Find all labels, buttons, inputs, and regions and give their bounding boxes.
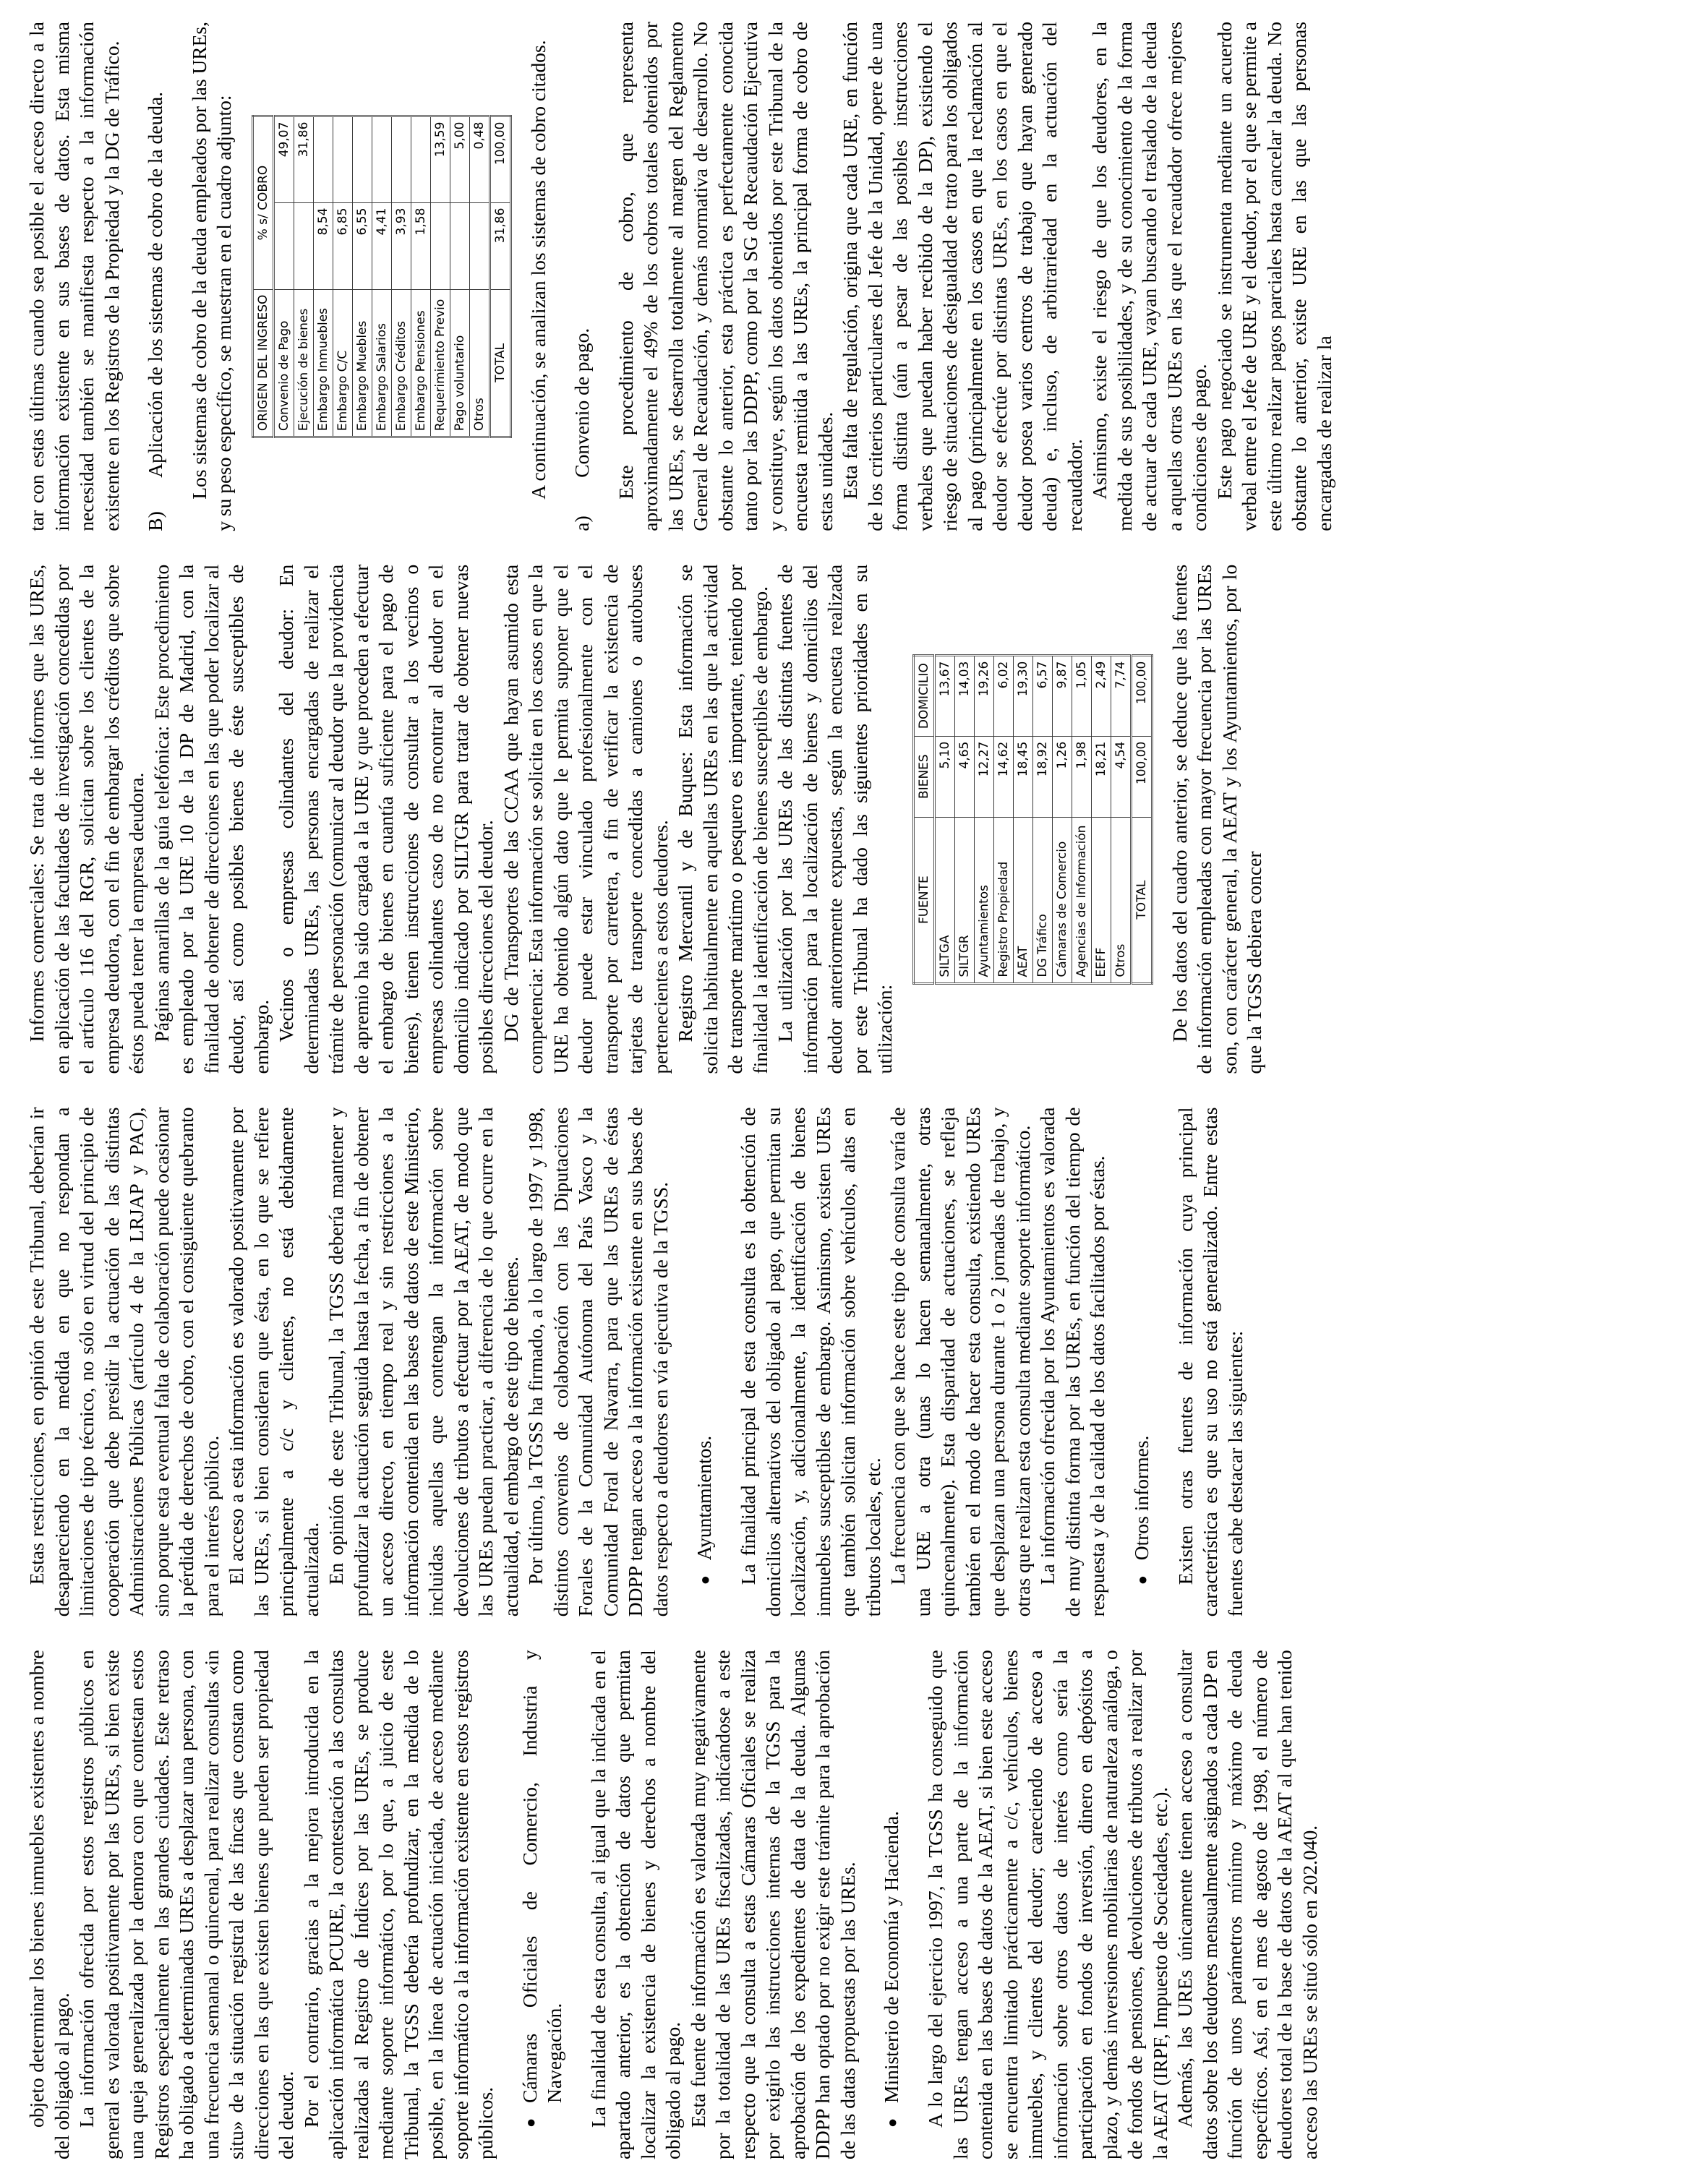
cell-fuente: Cámaras de Comercio: [1052, 817, 1072, 983]
cell-item-pct: 6,85: [333, 202, 352, 289]
cell-total-bienes: 100,00: [1131, 736, 1152, 817]
paragraph: La finalidad principal de esta consulta es la obtención de domicilios alternativos del obligado al pago, que permitan su localización, y, adicionalmente, la identificación de bienes inmuebles susceptibles de embargo. Asimismo, existen UREs que también solicitan información sobre vehículos, altas en tributos locales, etc.: [737, 1107, 884, 1617]
paragraph: La información ofrecida por los Ayuntamientos es valorada de muy distinta forma por las UREs, en función del tiempo de respuesta y de la calidad de los datos facilitados por éstas.: [1036, 1107, 1109, 1617]
heading-a-text: Convenio de pago.: [570, 327, 593, 478]
table-row: [333, 116, 352, 437]
paragraph: tar con estas últimas cuando sea posible el acceso directo a la información existente en sus bases de datos. Esta misma necesidad también se manifiesta respecto a la información existente en los Registros de la Propiedad y la DG de Tráfico.: [25, 22, 123, 531]
text-column-1: [25, 1650, 1667, 2159]
table-head: [252, 116, 273, 437]
paragraph: La información ofrecida por estos registros públicos en general es valorada positivamente por las UREs, si bien existe una queja generalizada por la demora con que contestan estos Registros especialmente en las grandes ciudades. Este retraso ha obligado a determinadas UREs a desplazar una persona, con una frecuencia semanal o quincenal, para realizar consultas «in situ» de la situación registral de las fincas que constan como direcciones en las que existen bienes que pueden ser propiedad del deudor.: [75, 1650, 297, 2159]
cell-item-pct: [450, 202, 469, 289]
paragraph: La utilización por las UREs de las distintas fuentes de información para la localización de bienes y domicilios del deudor anteriormente expuestas, según la encuesta realizada por este Tribunal ha dado las siguientes prioridades en su utilización:: [774, 564, 896, 1074]
paragraph: La frecuencia con que se hace este tipo de consulta varía de una URE a otra (unas lo hacen semanalmente, otras quincenalmente). Esta disparidad de actuaciones, se refleja también en el modo de hacer esta consulta, existiendo UREs que desplazan una persona durante 1 o 2 jornadas de trabajo, y otras que realizan esta consulta mediante soporte informático.: [886, 1107, 1034, 1617]
cell-item-pct: [430, 202, 450, 289]
paragraph: Asimismo, existe el riesgo de que los deudores, en la medida de sus posibilidades, y de su conocimiento de la forma de actuar de cada URE, vayan buscando el traslado de la deuda a aquellas otras UREs en las que el recaudador ofrece mejores condiciones de pago.: [1088, 22, 1210, 531]
list-item-label: Ministerio de Economía y Hacienda.: [880, 1811, 902, 2103]
cell-domicilio: 19,30: [1013, 655, 1032, 736]
cell-origen: Embargo Inmuebles: [313, 289, 333, 437]
cell-item-pct: 1,58: [411, 202, 430, 289]
spacer: [717, 1108, 736, 1617]
cell-domicilio: 13,67: [934, 655, 954, 736]
table-row: [469, 116, 489, 437]
cell-total-domicilio: 100,00: [1131, 655, 1152, 736]
paragraph: Por último, la TGSS ha firmado, a lo largo de 1997 y 1998, distintos convenios de colaboración con las Diputaciones Forales de la Comunidad Autónoma del País Vasco y la Comunidad Foral de Navarra, para que las UREs de éstas DDPP tengan acceso a la información existente en sus bases de datos respecto a deudores en vía ejecutiva de la TGSS.: [524, 1107, 672, 1617]
heading-b: [143, 22, 168, 531]
cell-group-pct: 49,07: [273, 116, 294, 202]
cell-origen: Embargo Salarios: [372, 289, 391, 437]
cell-group-pct: 31,86: [294, 116, 313, 202]
cell-fuente: EEFF: [1091, 817, 1111, 983]
cell-fuente: Registro Propiedad: [993, 817, 1013, 983]
cell-item-pct: 6,55: [352, 202, 372, 289]
bullet-icon: ●: [521, 2117, 539, 2128]
cell-group-pct: [372, 116, 391, 202]
col-header-domicilio: DOMICILIO: [913, 655, 934, 736]
col-header-fuente: FUENTE: [913, 817, 934, 983]
text-column-4: [25, 22, 1667, 531]
list-item: [518, 1650, 568, 2128]
cell-fuente: SILTGR: [954, 817, 974, 983]
cell-group-pct: 0,48: [469, 116, 489, 202]
paragraph: Esta fuente de información es valorada muy negativamente por la totalidad de las UREs fiscalizadas, indicándose a este respecto que la consulta a estas Cámaras Oficiales se realiza por exigirlo las instrucciones internas de la TGSS para la aprobación de los expedientes de data de la deuda. Algunas DDPP han optado por no exigir este trámite para la aprobación de las datas propuestas por las UREs.: [686, 1650, 859, 2159]
table-head: [913, 655, 934, 983]
cell-fuente: DG Tráfico: [1032, 817, 1052, 983]
table-row: [313, 116, 333, 437]
cell-item-pct: 8,54: [313, 202, 333, 289]
table-row: [372, 116, 391, 437]
cell-domicilio: 6,57: [1032, 655, 1052, 736]
cell-group-pct: [313, 116, 333, 202]
cell-bienes: 12,27: [974, 736, 993, 817]
spacer: [499, 1650, 518, 2159]
table-row: [450, 116, 469, 437]
cell-bienes: 4,54: [1111, 736, 1131, 817]
cell-bienes: 4,65: [954, 736, 974, 817]
cell-item-pct: 4,41: [372, 202, 391, 289]
cell-origen: Pago voluntario: [450, 289, 469, 437]
cell-group-pct: [333, 116, 352, 202]
cell-origen: Embargo C/C: [333, 289, 352, 437]
cell-bienes: 1,26: [1052, 736, 1072, 817]
cell-group-pct: 5,00: [450, 116, 469, 202]
table-row: [934, 655, 954, 983]
cell-item-pct: [294, 202, 313, 289]
cell-domicilio: 9,87: [1052, 655, 1072, 736]
cell-fuente: SILTGA: [934, 817, 954, 983]
col-header-origen: ORIGEN DEL INGRESO: [252, 289, 273, 437]
paragraph: Informes comerciales: Se trata de informes que las UREs, en aplicación de las facultades de investigación concedidas por el artículo 116 del RGR, solicitan sobre los clientes de la empresa deudora, con el fin de embargar los créditos que sobre éstos pueda tener la empresa deudora.: [25, 564, 147, 1074]
cell-group-pct: [411, 116, 430, 202]
spacer: [1155, 1108, 1173, 1617]
cell-fuente: Otros: [1111, 817, 1131, 983]
bullet-icon: ●: [883, 2117, 901, 2128]
bullet-icon: ●: [1132, 1575, 1151, 1585]
table-row: [430, 116, 450, 437]
paragraph: Estas restricciones, en opinión de este Tribunal, deberían ir desapareciendo en la medida en que no respondan a limitaciones de tipo técnico, no sólo en virtud del principio de cooperación que debe presidir la actuación de las distintas Administraciones Públicas (artículo 4 de la LRJAP y PAC), sino porque esta eventual falta de colaboración puede ocasionar la pérdida de derechos de cobro, con el consiguiente quebranto para el interés público.: [25, 1107, 223, 1617]
col-header-bienes: BIENES: [913, 736, 934, 817]
table-row: [993, 655, 1013, 983]
paragraph: Páginas amarillas de la guía telefónica: Este procedimiento es empleado por la URE 10 de la DP de Madrid, con la finalidad de obtener de direcciones en las que poder localizar al deudor, así como posibles bienes de éste susceptibles de embargo.: [150, 564, 273, 1074]
cell-bienes: 14,62: [993, 736, 1013, 817]
table-row: [974, 655, 993, 983]
table-row: [1013, 655, 1032, 983]
table-row: [954, 655, 974, 983]
paragraph: El acceso a esta información es valorado positivamente por las UREs, si bien consideran que ésta, en lo que se refiere principalmente a c/c y clientes, no está debidamente actualizada.: [225, 1107, 322, 1617]
spacer: [905, 1650, 923, 2159]
cell-origen: Embargo Pensiones: [411, 289, 430, 437]
list-item: [1129, 1108, 1155, 1585]
table-row: [294, 116, 313, 437]
table-row: [411, 116, 430, 437]
cell-total-label: TOTAL: [1131, 817, 1152, 983]
paragraph: Esta falta de regulación, origina que cada URE, en función de los criterios particulares del Jefe de la Unidad, opere de una forma distinta (aún a pesar de las posibles instrucciones verbales que puedan haber recibido de la DP), existiendo el riesgo de situaciones de desigualdad de trato para los obligados al pago (principalmente en los casos en que la reclamación al deudor se efectúe por distintas UREs, en los casos en que el deudor posea varios centros de trabajo que hayan generado deuda) e, incluso, de arbitrariedad en la actuación del recaudador.: [839, 22, 1086, 531]
table-row: [273, 116, 294, 437]
table-header-row: [913, 655, 934, 983]
table-total-row: [1131, 655, 1152, 983]
heading-b-text: Aplicación de los sistemas de cobro de la deuda.: [144, 91, 166, 478]
table-row: [1072, 655, 1091, 983]
cell-bienes: 5,10: [934, 736, 954, 817]
list-item-label: Ayuntamientos.: [693, 1435, 715, 1561]
list-item: [692, 1108, 717, 1585]
cell-origen: Embargo Créditos: [391, 289, 411, 437]
paragraph: En opinión de este Tribunal, la TGSS debería mantener y profundizar la actuación seguida hasta la fecha, a fin de obtener un acceso directo, en tiempo real y sin restricciones a la información contenida en las bases de datos de este Ministerio, incluidas aquellas que contengan la información sobre devoluciones de tributos a efectuar por la AEAT, de modo que las UREs puedan practicar, a diferencia de lo que ocurre en la actualidad, el embargo de este tipo de bienes.: [325, 1107, 522, 1617]
paragraph: La finalidad de esta consulta, al igual que la indicada en el apartado anterior, es la obtención de datos que permitan localizar la existencia de bienes y derechos a nombre del obligado al pago.: [586, 1650, 684, 2159]
heading-a: [570, 22, 595, 531]
column-layout: [25, 22, 1667, 2159]
list-item-label: Otros informes.: [1129, 1435, 1153, 1561]
table-body: [934, 655, 1152, 983]
cell-group-pct: [352, 116, 372, 202]
collection-origin-table-container: [252, 22, 512, 531]
heading-a-marker: a): [570, 515, 593, 531]
cell-bienes: 18,45: [1013, 736, 1032, 817]
paragraph: Los sistemas de cobro de la deuda empleados por las UREs, y su peso específico, se muestran en el cuadro adjunto:: [187, 22, 235, 531]
cell-total-item-pct: 31,86: [489, 202, 510, 289]
cell-total-group-pct: 100,00: [489, 116, 510, 202]
collection-origin-table: [252, 115, 512, 439]
cell-bienes: 18,92: [1032, 736, 1052, 817]
cell-domicilio: 1,05: [1072, 655, 1091, 736]
cell-item-pct: 3,93: [391, 202, 411, 289]
cell-fuente: AEAT: [1013, 817, 1032, 983]
cell-origen: Convenio de Pago: [273, 289, 294, 437]
cell-origen: Requerimiento Previo: [430, 289, 450, 437]
cell-bienes: 18,21: [1091, 736, 1111, 817]
sources-table: [912, 654, 1153, 985]
paragraph: Registro Mercantil y de Buques: Esta información se solicita habitualmente en aquellas UREs en las que la actividad de transporte marítimo o pesquero es importante, teniendo por finalidad la identificación de bienes susceptibles de embargo.: [674, 564, 771, 1074]
spacer: [568, 1650, 586, 2159]
cell-fuente: Agencias de Información: [1072, 817, 1091, 983]
table-row: [391, 116, 411, 437]
cell-origen: Otros: [469, 289, 489, 437]
cell-total-label: TOTAL: [489, 289, 510, 437]
spacer: [860, 1650, 879, 2159]
table-header-row: [252, 116, 273, 437]
cell-domicilio: 6,02: [993, 655, 1013, 736]
spacer: [124, 22, 143, 531]
paragraph: Existen otras fuentes de información cuya principal característica es que su uso no está generalizado. Entre estas fuentes cabe destacar las siguientes:: [1173, 1107, 1247, 1617]
paragraph: objeto determinar los bienes inmuebles existentes a nombre del obligado al pago.: [25, 1650, 73, 2159]
cell-item-pct: [469, 202, 489, 289]
cell-fuente: Ayuntamientos: [974, 817, 993, 983]
cell-item-pct: [273, 202, 294, 289]
spacer: [1111, 1108, 1129, 1617]
cell-origen: Ejecución de bienes: [294, 289, 313, 437]
paragraph: Además, las UREs únicamente tienen acceso a consultar datos sobre los deudores mensualmente asignados a cada DP en función de unos parámetros mínimo y máximo de deuda específicos. Así, en el mes de agosto de 1998, el número de deudores total de la base de datos de la AEAT al que han tenido acceso las UREs se situó sólo en 202.040.: [1173, 1650, 1321, 2159]
list-item: [879, 1650, 905, 2128]
text-column-3: [25, 565, 1667, 1074]
list-item-label: Cámaras Oficiales de Comercio, Industria y Navegación.: [518, 1650, 565, 2103]
spacer: [595, 22, 614, 531]
bullet-icon: ●: [696, 1575, 714, 1585]
paragraph: Este pago negociado se instrumenta mediante un acuerdo verbal entre el Jefe de URE y el deudor, por el que se permite a este último realizar pagos parciales hasta cancelar la deuda. No obstante lo anterior, existe URE en las que las personas encargadas de realizar la: [1213, 22, 1335, 531]
cell-group-pct: [391, 116, 411, 202]
table-row: [352, 116, 372, 437]
cell-domicilio: 7,74: [1111, 655, 1131, 736]
heading-b-marker: B): [144, 511, 166, 531]
spacer: [673, 1108, 692, 1617]
paragraph: Vecinos o empresas colindantes del deudor: En determinadas UREs, las personas encargadas de realizar el trámite de personación (comunicar al deudor que la providencia de apremio ha sido cargada a la URE y que proceden a efectuar el embargo de bienes en cuantía suficiente para el pago de bienes), tienen instrucciones de consultar a los vecinos o empresas colindantes caso de no encontrar al deudor en el domicilio indicado por SILTGR para tratar de obtener nuevas posibles direcciones del deudor.: [275, 564, 497, 1074]
cell-bienes: 1,98: [1072, 736, 1091, 817]
table-row: [1091, 655, 1111, 983]
table-body: [273, 116, 510, 437]
paragraph: A lo largo del ejercicio 1997, la TGSS ha conseguido que las UREs tengan acceso a una parte de la información contenida en las bases de datos de la AEAT, si bien este acceso se encuentra limitado prácticamente a c/c, vehículos, bienes inmuebles, y clientes del deudor; careciendo de acceso a información sobre otros datos de interés como sería la participación en fondos de inversión, dinero en depósitos a plazo, y demás inversiones mobiliarias de naturaleza análoga, o de fondos de pensiones, devoluciones de tributos a realizar por la AEAT (IRPF, Impuesto de Sociedades, etc.).: [924, 1650, 1171, 2159]
table-row: [1032, 655, 1052, 983]
text-column-2: [25, 1108, 1667, 1617]
paragraph: Por el contrario, gracias a la mejora introducida en la aplicación informática PCURE, la contestación a las consultas realizadas al Registro de Índices por las UREs, se produce mediante soporte informático, por lo que, a juicio de este Tribunal, la TGSS debería profundizar, en la medida de lo posible, en la línea de actuación iniciada, de acceso mediante soporte informático a la información existente en estos registros públicos.: [299, 1650, 497, 2159]
cell-domicilio: 14,03: [954, 655, 974, 736]
sources-table-container: [912, 565, 1153, 1074]
table-row: [1111, 655, 1131, 983]
col-header-porcentaje-cobro: % s/ COBRO: [252, 116, 273, 289]
spacer: [551, 22, 570, 531]
cell-domicilio: 19,26: [974, 655, 993, 736]
paragraph: De los datos del cuadro anterior, se deduce que las fuentes de información empleadas con mayor frecuencia por las UREs son, con carácter general, la AEAT y los Ayuntamientos, por lo que la TGSS debiera concer: [1168, 564, 1265, 1074]
table-total-row: [489, 116, 510, 437]
cell-origen: Embargo Muebles: [352, 289, 372, 437]
paragraph: Este procedimiento de cobro, que representa aproximadamente el 49% de los cobros totales obtenidos por las UREs, se desarrolla totalmente al margen del Reglamento General de Recaudación, y demás normativa de desarrollo. No obstante lo anterior, esta práctica es perfectamente conocida tanto por las DDPP, como por la SG de Recaudación Ejecutiva y constituye, según los datos obtenidos por este Tribunal de la encuesta remitida a las UREs, la principal forma de cobro de estas unidades.: [614, 22, 837, 531]
paragraph: A continuación, se analizan los sistemas de cobro citados.: [526, 40, 550, 500]
spacer: [168, 22, 187, 531]
table-row: [1052, 655, 1072, 983]
cell-domicilio: 2,49: [1091, 655, 1111, 736]
paragraph: DG de Transportes de las CCAA que hayan asumido esta competencia: Esta información se solicita en los casos en que la URE ha obtenido algún dato que le permita suponer que el deudor puede estar vinculado profesionalmente con el transporte por carretera, a fin de verificar la existencia de tarjetas de transporte concedidas a camiones o autobuses pertenecientes a estos deudores.: [499, 564, 672, 1074]
cell-group-pct: 13,59: [430, 116, 450, 202]
